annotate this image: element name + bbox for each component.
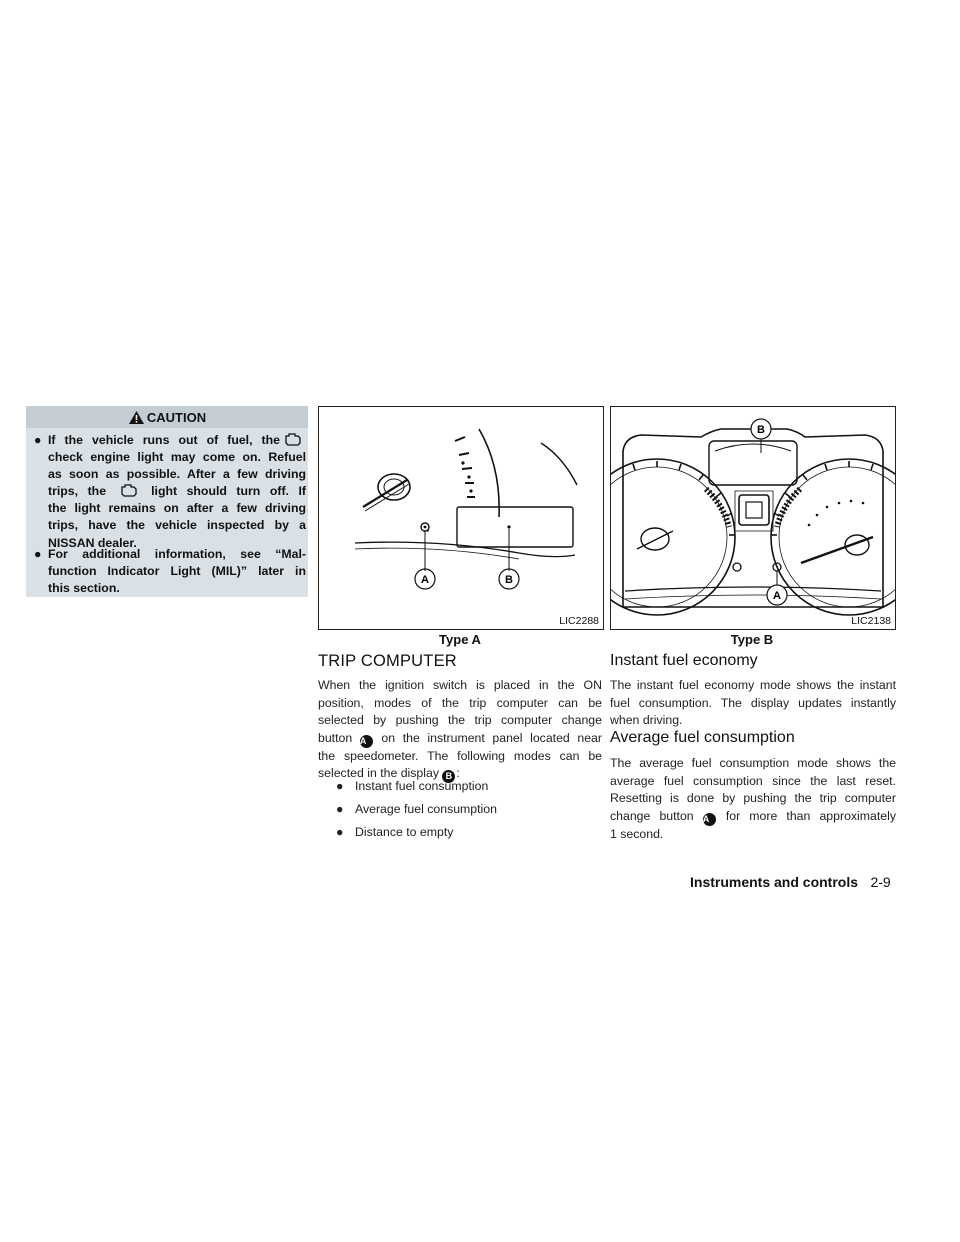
caution-title: CAUTION <box>146 409 207 425</box>
callout-a-icon: A <box>360 735 373 748</box>
page-number: 2-9 <box>870 874 891 890</box>
figure-caption: Type A <box>439 632 481 647</box>
caution-line: check engine light may come on. Refuel <box>48 450 306 465</box>
figure-type-b <box>610 406 896 630</box>
caution-line: as soon as possible. After a few driving <box>48 467 306 482</box>
text-line: fuel consumption. The display updates instantly <box>610 695 896 710</box>
text-line: selected by pushing the trip computer change <box>318 713 602 727</box>
caution-line: If the vehicle runs out of fuel, the <box>48 432 306 449</box>
text-line: the speedometer. The following modes can be <box>318 748 602 763</box>
figure-type-a <box>318 406 604 630</box>
trip-paragraph <box>318 677 602 783</box>
warning-triangle-icon <box>128 410 145 425</box>
caution-header <box>26 406 308 428</box>
text-line: button A on the instrument panel located near <box>318 730 602 746</box>
text-line: change button A for more than approximately <box>610 808 897 824</box>
text-line: when driving. <box>610 713 683 727</box>
instant-paragraph <box>610 677 896 730</box>
callout-a-icon: A <box>703 813 716 826</box>
callout-a: A <box>421 574 429 586</box>
section-heading-instant: Instant fuel economy <box>610 652 758 669</box>
callout-b: B <box>757 424 765 436</box>
caution-line: this section. <box>48 581 120 596</box>
caution-line: trips, the light should turn off. If <box>48 484 306 499</box>
footer-section-title: Instruments and controls <box>690 874 859 890</box>
cluster-illustration-b <box>611 407 895 629</box>
callout-b-icon: B <box>442 770 455 783</box>
figure-code: LIC2288 <box>559 615 599 627</box>
caution-line: function Indicator Light (MIL)” later in <box>48 564 306 579</box>
caution-line: For additional information, see “Mal- <box>48 547 306 561</box>
caution-item-fuel <box>34 432 306 552</box>
figure-caption: Type B <box>730 632 774 647</box>
figure-code: LIC2138 <box>851 615 891 627</box>
bullet-icon: ● <box>336 825 344 839</box>
callout-b: B <box>505 574 513 586</box>
section-heading-trip-computer: TRIP COMPUTER <box>318 652 457 670</box>
section-heading-average: Average fuel consumption <box>610 729 795 746</box>
text-line: 1 second. <box>610 826 664 841</box>
cluster-illustration-a <box>319 407 603 629</box>
text-line: The instant fuel economy mode shows the instant <box>610 678 896 692</box>
callout-a: A <box>773 590 781 602</box>
bullet-icon: ● <box>336 779 344 793</box>
bullet-icon: ● <box>34 547 42 561</box>
text-line: selected in the display B : <box>318 766 460 781</box>
text-line: Resetting is done by pushing the trip computer <box>610 791 896 805</box>
text-line: The average fuel consumption mode shows the <box>610 756 896 770</box>
text-line: position, modes of the trip computer can be <box>318 695 602 710</box>
caution-line: NISSAN dealer. <box>48 535 137 550</box>
caution-item-mil <box>34 546 306 597</box>
caution-line: the light remains on after a few driving <box>48 501 306 516</box>
caution-line: trips, have the vehicle inspected by a <box>48 518 306 533</box>
text-line: average fuel consumption since the last reset. <box>610 773 896 788</box>
average-paragraph <box>610 755 896 843</box>
bullet-icon: ● <box>336 802 344 816</box>
check-engine-icon <box>283 432 303 447</box>
check-engine-icon <box>119 483 139 498</box>
bullet-icon: ● <box>34 433 42 447</box>
text-line: When the ignition switch is placed in the ON <box>318 678 602 692</box>
page-footer <box>690 874 891 892</box>
